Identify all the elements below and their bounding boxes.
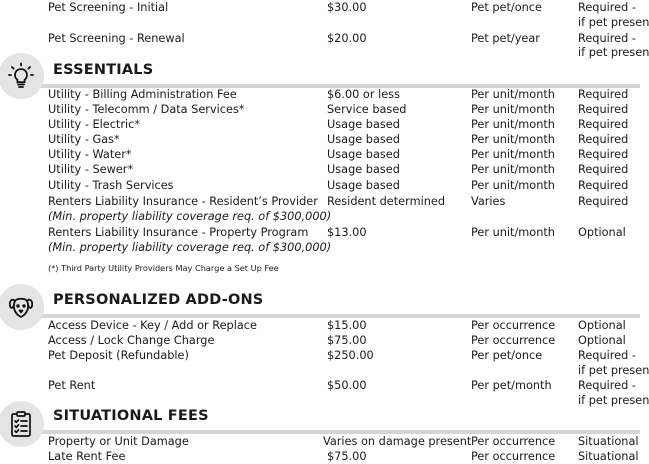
table-row (0, 194, 640, 209)
fee-frequency: Per unit/month (471, 133, 555, 146)
fee-status: Required (578, 148, 629, 161)
fee-name: Utility - Telecomm / Data Services* (48, 103, 245, 116)
fee-status: Situational (578, 435, 639, 448)
table-row-note (0, 240, 640, 255)
fee-amount: $250.00 (327, 349, 374, 362)
fee-name: Utility - Electric* (48, 118, 140, 131)
table-row (0, 348, 640, 363)
fee-amount: $75.00 (327, 450, 367, 463)
table-row (0, 378, 640, 393)
fee-frequency: Per occurrence (471, 450, 556, 463)
fee-amount: $50.00 (327, 379, 367, 392)
fee-status: Required (578, 163, 629, 176)
fee-amount: Usage based (327, 148, 400, 161)
section-header-situational (0, 403, 640, 436)
fee-frequency: Per unit/month (471, 163, 555, 176)
fee-status: Optional (578, 226, 626, 239)
fee-name: Utility - Billing Administration Fee (48, 88, 237, 101)
fee-status: Required - (578, 379, 636, 392)
fee-name: Utility - Water* (48, 148, 132, 161)
fee-frequency: Per occurrence (471, 334, 556, 347)
fee-name: Pet Screening - Initial (48, 1, 169, 14)
table-row (0, 434, 640, 449)
table-row-continuation (0, 15, 649, 30)
section-header-addons (0, 287, 640, 320)
fee-name: Late Rent Fee (48, 450, 126, 463)
fee-amount: Service based (327, 103, 407, 116)
fee-note: (Min. property liability coverage req. of $300,000) (48, 241, 332, 254)
fee-name: Pet Deposit (Refundable) (48, 349, 189, 362)
fee-status: Required (578, 133, 629, 146)
fee-name: Access / Lock Change Charge (48, 334, 215, 347)
fee-frequency: Pet pet/year (471, 32, 540, 45)
fee-frequency: Per occurrence (471, 435, 556, 448)
fee-status: Required - (578, 1, 636, 14)
fee-status: Required (578, 195, 629, 208)
fee-status-detail: if pet presen (578, 46, 649, 59)
fee-amount: $20.00 (327, 32, 367, 45)
section-title: SITUATIONAL FEES (53, 408, 209, 424)
table-row (0, 0, 640, 15)
fee-status: Optional (578, 319, 626, 332)
table-row (0, 102, 640, 117)
footnote: (*) Third Party Utility Providers May Charge a Set Up Fee (48, 263, 279, 273)
fee-frequency: Per unit/month (471, 179, 555, 192)
table-row (0, 449, 640, 464)
fee-name: Property or Unit Damage (48, 435, 189, 448)
table-row (0, 31, 640, 46)
section-header-essentials (0, 57, 640, 90)
table-row (0, 178, 640, 193)
fee-amount: $6.00 or less (327, 88, 400, 101)
fee-amount: Usage based (327, 133, 400, 146)
fee-amount: Usage based (327, 163, 400, 176)
fee-status: Optional (578, 334, 626, 347)
table-row (0, 147, 640, 162)
fee-status: Required - (578, 32, 636, 45)
fee-amount: $30.00 (327, 1, 367, 14)
table-row (0, 162, 640, 177)
fee-name: Utility - Trash Services (48, 179, 174, 192)
fee-name: Pet Rent (48, 379, 96, 392)
fee-status: Required (578, 118, 629, 131)
fee-status-detail: if pet presen (578, 16, 649, 29)
table-row (0, 318, 640, 333)
fee-status: Required (578, 103, 629, 116)
table-row (0, 132, 640, 147)
table-row (0, 87, 640, 102)
section-title: PERSONALIZED ADD-ONS (53, 292, 264, 308)
fee-amount: Resident determined (327, 195, 445, 208)
fee-name: Utility - Gas* (48, 133, 120, 146)
fee-status-detail: if pet presen (578, 394, 649, 407)
fee-frequency: Per occurrence (471, 319, 556, 332)
fee-frequency: Per pet/once (471, 349, 543, 362)
fee-amount: $75.00 (327, 334, 367, 347)
fee-amount: Varies on damage present (323, 435, 472, 448)
fee-frequency: Per unit/month (471, 226, 555, 239)
section-title: ESSENTIALS (53, 62, 154, 78)
fee-name: Access Device - Key / Add or Replace (48, 319, 257, 332)
fee-status: Situational (578, 450, 639, 463)
fee-frequency: Per unit/month (471, 148, 555, 161)
fee-status: Required (578, 88, 629, 101)
fee-name: Utility - Sewer* (48, 163, 134, 176)
fee-frequency: Per unit/month (471, 103, 555, 116)
fee-status-detail: if pet presen (578, 364, 649, 377)
fee-status: Required - (578, 349, 636, 362)
fee-note: (Min. property liability coverage req. of $300,000) (48, 210, 332, 223)
fee-amount: $15.00 (327, 319, 367, 332)
fee-amount: $13.00 (327, 226, 367, 239)
fee-status: Required (578, 179, 629, 192)
fee-name: Renters Liability Insurance - Resident’s Provider (48, 195, 318, 208)
fee-frequency: Varies (471, 195, 506, 208)
fee-frequency: Per pet/month (471, 379, 552, 392)
fee-name: Pet Screening - Renewal (48, 32, 185, 45)
table-row-continuation (0, 363, 649, 378)
fee-name: Renters Liability Insurance - Property Program (48, 226, 309, 239)
table-row (0, 333, 640, 348)
fee-frequency: Per unit/month (471, 118, 555, 131)
table-row (0, 117, 640, 132)
table-row (0, 225, 640, 240)
fee-amount: Usage based (327, 179, 400, 192)
table-row-note (0, 209, 640, 224)
fee-frequency: Pet pet/once (471, 1, 542, 14)
fee-frequency: Per unit/month (471, 88, 555, 101)
fee-amount: Usage based (327, 118, 400, 131)
